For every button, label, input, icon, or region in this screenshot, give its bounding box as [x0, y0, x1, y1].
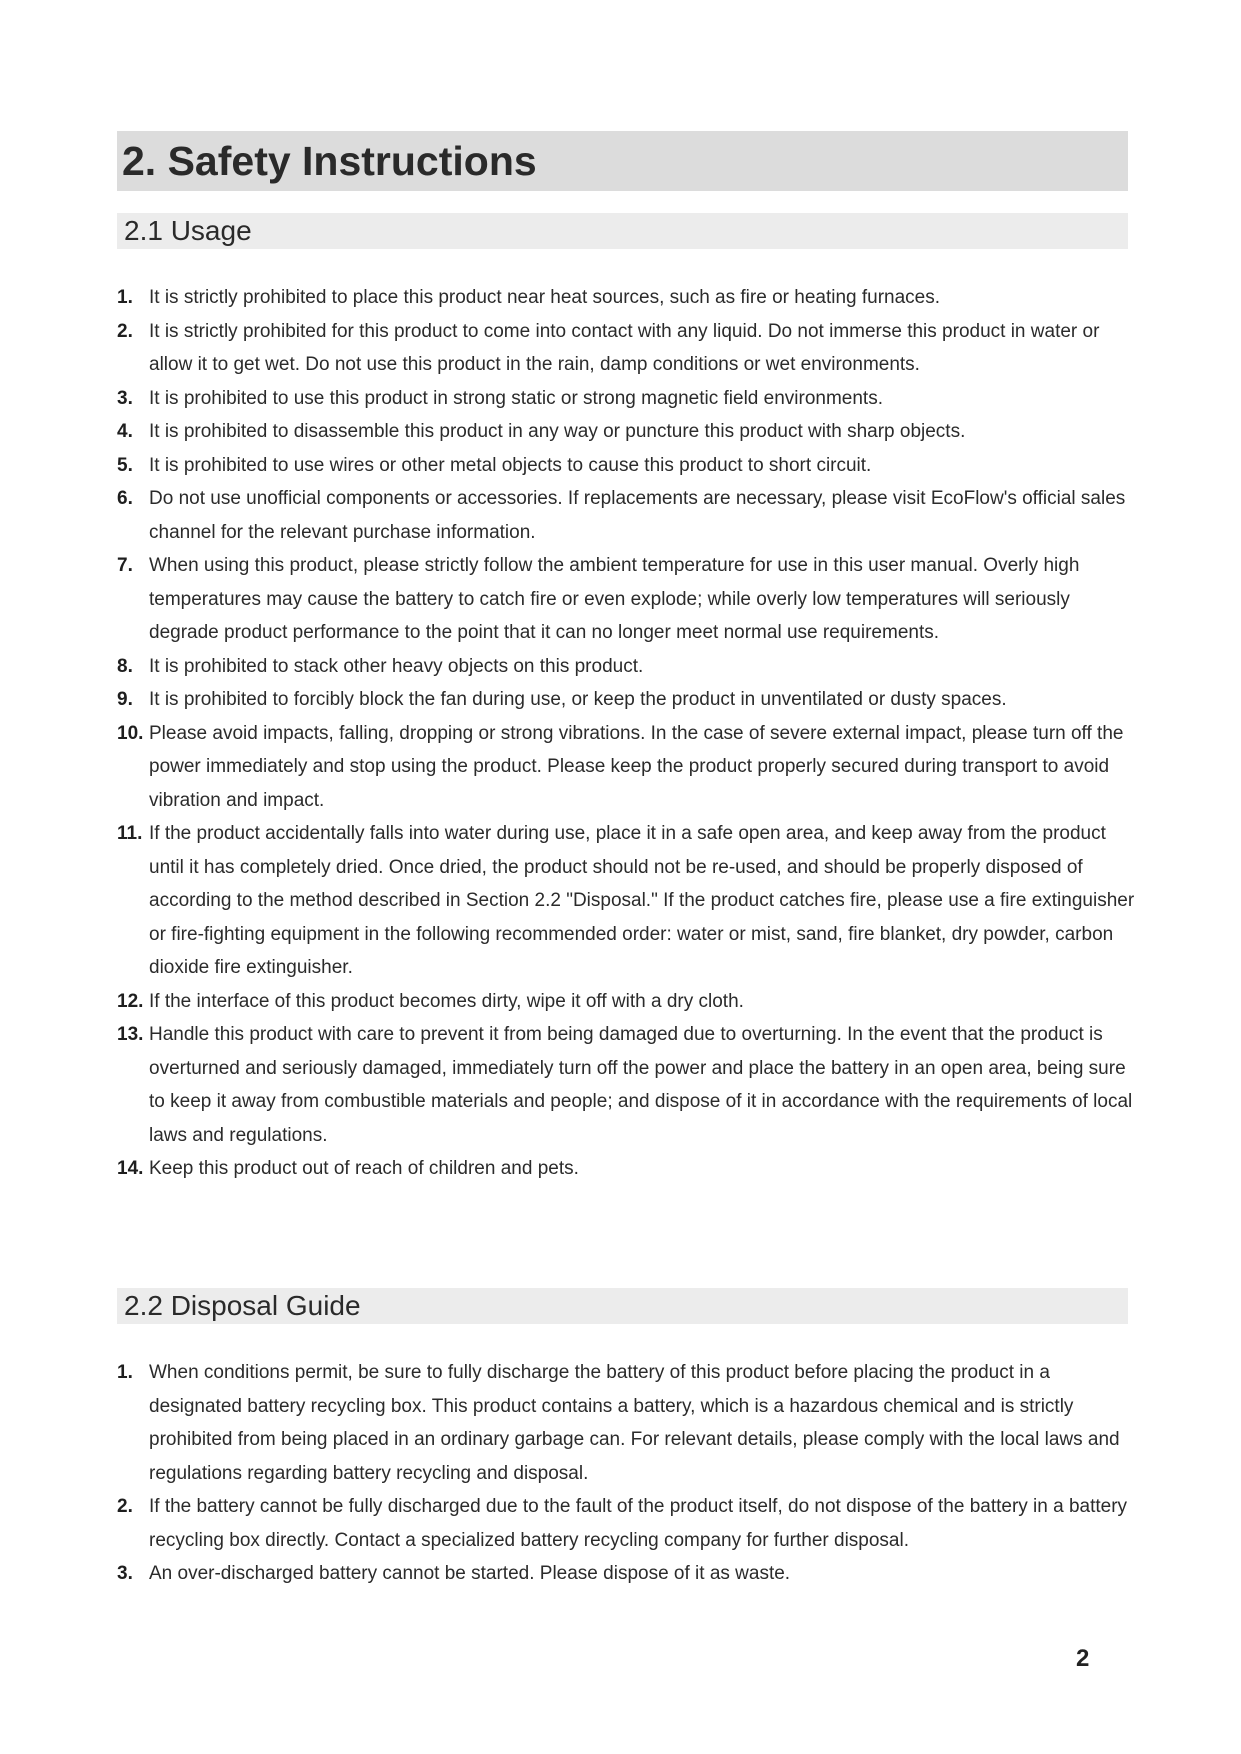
item-text: Handle this product with care to prevent it from being damaged due to overturning. In the event that the product is overturned and seriously damaged, immediately turn off the power and place the battery in an open area, being sure to keep it away from combustible materials and people; and dispose of it in accordance with the requirements of local laws and regulations.: [149, 1024, 1133, 1146]
list-item: [117, 1490, 1137, 1557]
list-item: [117, 985, 1137, 1019]
section-title: 2. Safety Instructions: [122, 138, 537, 184]
item-number: 5.: [117, 454, 133, 476]
item-number: 13.: [117, 1024, 144, 1045]
item-text: An over-discharged battery cannot be started. Please dispose of it as waste.: [149, 1563, 791, 1584]
item-number: 1.: [117, 1362, 133, 1383]
item-number: 14.: [117, 1158, 144, 1179]
item-number: 2.: [117, 320, 133, 342]
list-item: [117, 1356, 1137, 1490]
list-item: [117, 382, 1137, 416]
list-item: [117, 683, 1137, 717]
item-number: 1.: [117, 287, 133, 308]
list-item: [117, 1152, 1137, 1186]
item-text: It is prohibited to forcibly block the fan during use, or keep the product in unventilated or dusty spaces.: [149, 689, 1007, 710]
item-text: It is prohibited to stack other heavy objects on this product.: [149, 655, 644, 677]
item-text: Keep this product out of reach of children and pets.: [149, 1158, 579, 1179]
item-text: If the interface of this product becomes dirty, wipe it off with a dry cloth.: [149, 990, 744, 1012]
disposal-heading-bar: [117, 1288, 1128, 1324]
item-text: It is prohibited to use wires or other metal objects to cause this product to short circuit.: [149, 454, 872, 476]
item-number: 3.: [117, 387, 133, 409]
item-number: 8.: [117, 655, 133, 677]
list-item: [117, 1557, 1137, 1591]
item-number: 9.: [117, 689, 133, 710]
section-title-bar: [117, 131, 1128, 191]
item-number: 7.: [117, 555, 133, 576]
list-item: [117, 482, 1137, 549]
list-item: [117, 817, 1137, 985]
item-text: It is prohibited to use this product in strong static or strong magnetic field environments.: [149, 387, 883, 409]
list-item: [117, 449, 1137, 483]
usage-list: [117, 281, 1137, 1186]
item-text: If the battery cannot be fully discharged due to the fault of the product itself, do not dispose of the battery in a battery recycling box directly. Contact a specialized battery recycling company for further disposal.: [149, 1496, 1128, 1551]
page-number: 2: [1076, 1645, 1090, 1672]
list-item: [117, 650, 1137, 684]
item-text: It is strictly prohibited for this product to come into contact with any liquid. Do not immerse this product in water or allow it to get wet. Do not use this product in the rain, damp conditions or wet environments.: [149, 320, 1100, 375]
list-item: [117, 281, 1137, 315]
list-item: [117, 549, 1137, 650]
list-item: [117, 717, 1137, 818]
item-text: Please avoid impacts, falling, dropping or strong vibrations. In the case of severe external impact, please turn off the power immediately and stop using the product. Please keep the product properly secured during transport to avoid vibration and impact.: [149, 722, 1124, 811]
item-number: 12.: [117, 990, 144, 1012]
item-number: 11.: [117, 823, 143, 844]
list-item: [117, 315, 1137, 382]
item-text: If the product accidentally falls into water during use, place it in a safe open area, and keep away from the product until it has completely dried. Once dried, the product should not be re-used, and should be properly disposed of according to the method described in Section 2.2 "Disposal." If the product catches fire, please use a fire extinguisher or fire-fighting equipment in the following recommended order: water or mist, sand, fire blanket, dry powder, carbon dioxide fire extinguisher.: [149, 823, 1135, 978]
item-number: 6.: [117, 488, 133, 509]
list-item: [117, 415, 1137, 449]
item-text: It is strictly prohibited to place this product near heat sources, such as fire or heating furnaces.: [149, 287, 941, 308]
item-text: It is prohibited to disassemble this product in any way or puncture this product with sharp objects.: [149, 421, 966, 442]
item-text: When conditions permit, be sure to fully discharge the battery of this product before placing the product in a designated battery recycling box. This product contains a battery, which is a hazardous chemical and is strictly prohibited from being placed in an ordinary garbage can. For relevant details, please comply with the local laws and regulations regarding battery recycling and disposal.: [149, 1362, 1120, 1484]
item-number: 4.: [117, 421, 133, 442]
disposal-list: [117, 1356, 1137, 1591]
item-number: 3.: [117, 1563, 133, 1584]
item-number: 10.: [117, 722, 144, 744]
list-item: [117, 1018, 1137, 1152]
disposal-heading: 2.2 Disposal Guide: [124, 1290, 361, 1321]
item-number: 2.: [117, 1496, 133, 1517]
usage-heading-bar: [117, 213, 1128, 249]
item-text: When using this product, please strictly follow the ambient temperature for use in this user manual. Overly high temperatures may cause the battery to catch fire or even explode; while overly low temperatures will seriously degrade product performance to the point that it can no longer meet normal use requirements.: [149, 555, 1080, 643]
usage-heading: 2.1 Usage: [124, 215, 252, 246]
item-text: Do not use unofficial components or accessories. If replacements are necessary, please visit EcoFlow's official sales channel for the relevant purchase information.: [149, 488, 1126, 543]
